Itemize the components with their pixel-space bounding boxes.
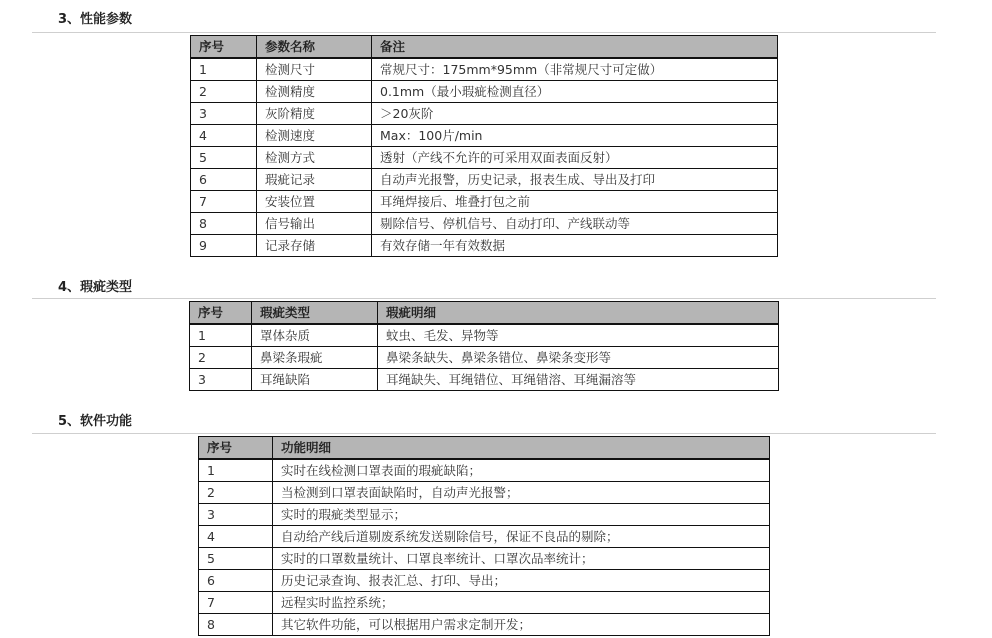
table-row	[191, 235, 778, 257]
table-row	[199, 526, 770, 548]
cell-index: 5	[191, 147, 257, 169]
section-title-defect: 4、瑕疵类型	[58, 280, 133, 295]
table-row	[191, 169, 778, 191]
cell-defect-detail: 鼻梁条缺失、鼻梁条错位、鼻梁条变形等	[378, 347, 779, 369]
cell-function-detail: 实时在线检测口罩表面的瑕疵缺陷；	[273, 459, 770, 482]
cell-param-name: 记录存储	[257, 235, 372, 257]
table-row	[199, 592, 770, 614]
table-row	[199, 459, 770, 482]
header-remark: 备注	[372, 36, 778, 59]
cell-index: 7	[191, 191, 257, 213]
cell-defect-type: 罩体杂质	[252, 324, 378, 347]
cell-param-name: 灰阶精度	[257, 103, 372, 125]
cell-remark: 自动声光报警，历史记录，报表生成、导出及打印	[372, 169, 778, 191]
header-defect-type: 瑕疵类型	[252, 302, 378, 325]
cell-index: 8	[191, 213, 257, 235]
cell-index: 6	[199, 570, 273, 592]
cell-remark: 透射（产线不允许的可采用双面表面反射）	[372, 147, 778, 169]
table-row	[199, 614, 770, 636]
cell-index: 8	[199, 614, 273, 636]
cell-function-detail: 其它软件功能，可以根据用户需求定制开发；	[273, 614, 770, 636]
cell-remark: 耳绳焊接后、堆叠打包之前	[372, 191, 778, 213]
table-row	[190, 347, 779, 369]
table-row	[199, 548, 770, 570]
cell-param-name: 检测方式	[257, 147, 372, 169]
cell-function-detail: 历史记录查询、报表汇总、打印、导出；	[273, 570, 770, 592]
table-row	[190, 369, 779, 391]
section-title-perf: 3、性能参数	[58, 12, 133, 27]
header-index: 序号	[199, 437, 273, 460]
cell-index: 7	[199, 592, 273, 614]
cell-defect-type: 耳绳缺陷	[252, 369, 378, 391]
cell-defect-detail: 耳绳缺失、耳绳错位、耳绳错溶、耳绳漏溶等	[378, 369, 779, 391]
header-defect-detail: 瑕疵明细	[378, 302, 779, 325]
cell-index: 1	[190, 324, 252, 347]
table-row	[191, 81, 778, 103]
cell-remark: 0.1mm（最小瑕疵检测直径）	[372, 81, 778, 103]
cell-index: 5	[199, 548, 273, 570]
cell-param-name: 检测精度	[257, 81, 372, 103]
section-divider	[32, 32, 936, 33]
cell-index: 6	[191, 169, 257, 191]
table-header-row	[190, 302, 779, 325]
cell-index: 3	[199, 504, 273, 526]
table-row	[191, 213, 778, 235]
cell-function-detail: 自动给产线后道剔废系统发送剔除信号，保证不良品的剔除；	[273, 526, 770, 548]
cell-index: 3	[190, 369, 252, 391]
cell-function-detail: 远程实时监控系统；	[273, 592, 770, 614]
table-row	[199, 570, 770, 592]
section-divider	[32, 298, 936, 299]
cell-param-name: 安装位置	[257, 191, 372, 213]
cell-index: 1	[191, 58, 257, 81]
cell-remark: 剔除信号、停机信号、自动打印、产线联动等	[372, 213, 778, 235]
cell-function-detail: 当检测到口罩表面缺陷时，自动声光报警；	[273, 482, 770, 504]
table-row	[190, 324, 779, 347]
cell-function-detail: 实时的口罩数量统计、口罩良率统计、口罩次品率统计；	[273, 548, 770, 570]
table-header-row	[199, 437, 770, 460]
header-index: 序号	[190, 302, 252, 325]
cell-index: 2	[199, 482, 273, 504]
cell-index: 2	[190, 347, 252, 369]
header-function-detail: 功能明细	[273, 437, 770, 460]
cell-defect-detail: 蚊虫、毛发、异物等	[378, 324, 779, 347]
table-row	[199, 482, 770, 504]
section-title-software: 5、软件功能	[58, 414, 133, 429]
cell-remark: 常规尺寸：175mm*95mm（非常规尺寸可定做）	[372, 58, 778, 81]
cell-index: 1	[199, 459, 273, 482]
cell-param-name: 检测尺寸	[257, 58, 372, 81]
table-row	[191, 191, 778, 213]
cell-index: 9	[191, 235, 257, 257]
cell-remark: ＞20灰阶	[372, 103, 778, 125]
table-row	[199, 504, 770, 526]
table-header-row	[191, 36, 778, 59]
cell-param-name: 瑕疵记录	[257, 169, 372, 191]
cell-index: 4	[191, 125, 257, 147]
table-row	[191, 147, 778, 169]
table-row	[191, 103, 778, 125]
cell-index: 3	[191, 103, 257, 125]
header-index: 序号	[191, 36, 257, 59]
section-divider	[32, 433, 936, 434]
table-row	[191, 125, 778, 147]
software-function-table	[198, 436, 770, 636]
cell-defect-type: 鼻梁条瑕疵	[252, 347, 378, 369]
cell-remark: Max：100片/min	[372, 125, 778, 147]
cell-index: 2	[191, 81, 257, 103]
header-param-name: 参数名称	[257, 36, 372, 59]
performance-table	[190, 35, 778, 257]
cell-param-name: 信号输出	[257, 213, 372, 235]
defect-type-table	[189, 301, 779, 391]
cell-remark: 有效存储一年有效数据	[372, 235, 778, 257]
table-row	[191, 58, 778, 81]
cell-index: 4	[199, 526, 273, 548]
cell-param-name: 检测速度	[257, 125, 372, 147]
cell-function-detail: 实时的瑕疵类型显示；	[273, 504, 770, 526]
